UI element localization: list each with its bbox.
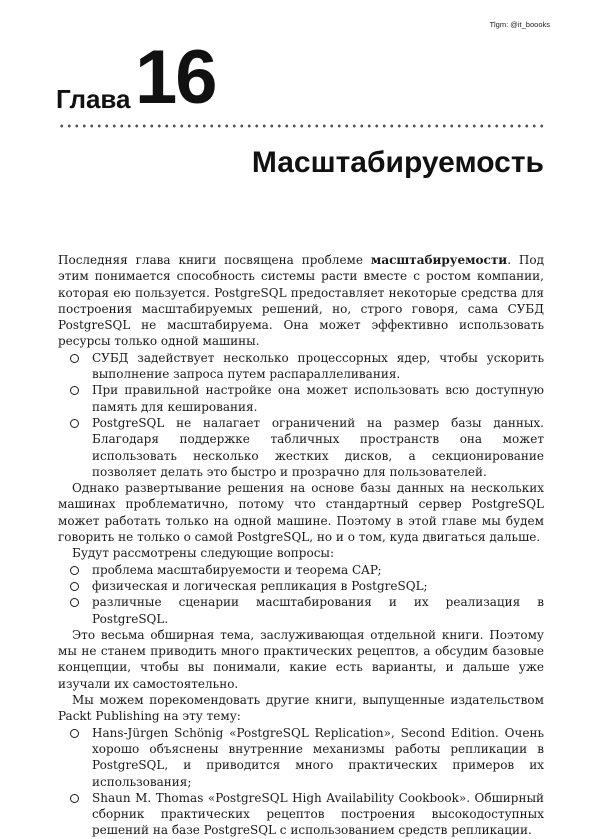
paragraph: Однако развертывание решения на основе базы данных на нескольких машинах проблематично, потому что стандартный сервер PostgreSQL может работать только на одной машине. Поэтому в этой главе мы будем говорить не только о самой PostgreSQL, но и о том, куда двигаться дальше. <box>58 481 544 545</box>
bullet-list-topics <box>58 562 544 627</box>
list-item <box>58 790 544 839</box>
body-text <box>58 252 544 839</box>
list-item-text: PostgreSQL не налагает ограничений на размер базы данных. Благодаря поддержке табличных пространств она может использовать несколько жестких дисков, а секционирование позволяет делать это быстро и прозрачно для пользователей. <box>92 415 544 479</box>
intro-bold-term: масштабируемости <box>370 253 508 267</box>
bullet-circle-icon <box>70 582 79 591</box>
intro-text-2: . Под этим понимается способность системы расти вместе с ростом компании, которая ею пользуется. PostgreSQL предоставляет некоторые средства для построения масштабируемых решений, но, строго говоря, сама СУБД PostgreSQL не масштабируема. Она может эффективно использовать ресурсы только одной машины. <box>58 253 544 349</box>
bullet-circle-icon <box>70 598 79 607</box>
intro-paragraph <box>58 252 544 350</box>
list-item-text: физическая и логическая репликация в PostgreSQL; <box>92 578 428 593</box>
bullet-circle-icon <box>70 794 79 803</box>
list-item <box>58 415 544 480</box>
paragraph: Мы можем порекомендовать другие книги, выпущенные издательством Packt Publishing на эту тему: <box>58 693 544 724</box>
bullet-list-books <box>58 725 544 839</box>
bullet-circle-icon <box>70 419 79 428</box>
intro-text-1: Последняя глава книги посвящена проблеме <box>58 253 371 267</box>
chapter-word: Глава <box>56 84 131 114</box>
list-item-text: СУБД задействует несколько процессорных ядер, чтобы ускорить выполнение запроса путем распараллеливания. <box>92 350 544 382</box>
bullet-circle-icon <box>70 566 79 575</box>
paragraph: Будут рассмотрены следующие вопросы: <box>72 546 335 561</box>
corner-note: Tlgm: @it_boooks <box>489 20 550 29</box>
bullet-circle-icon <box>70 386 79 395</box>
list-item <box>58 594 544 627</box>
list-item-text: проблема масштабируемости и теорема CAP; <box>92 562 382 577</box>
list-item <box>58 725 544 790</box>
list-item <box>58 578 544 594</box>
bullet-circle-icon <box>70 354 79 363</box>
list-item <box>58 382 544 415</box>
list-item <box>58 350 544 383</box>
chapter-title: Масштабируемость <box>251 146 544 179</box>
list-item-text: различные сценарии масштабирования и их реализация в PostgreSQL. <box>92 595 544 626</box>
list-item-text: Hans-Jürgen Schönig «PostgreSQL Replication», Second Edition. Очень хорошо объяснены внутренние механизмы работы репликации в PostgreSQL, и приводится много практических примеров их использования; <box>92 725 544 789</box>
list-item <box>58 562 544 578</box>
chapter-number: 16 <box>135 35 216 120</box>
list-item-text: При правильной настройке она может использовать всю доступную память для кеширования. <box>92 383 544 414</box>
dotted-divider <box>58 124 544 128</box>
bullet-circle-icon <box>70 729 79 738</box>
paragraph: Это весьма обширная тема, заслуживающая отдельной книги. Поэтому мы не станем приводить много практических рецептов, а обсудим базовые концепции, чтобы вы понимали, какие есть варианты, и дальше уже изучали их самостоятельно. <box>58 627 544 691</box>
bullet-list-features <box>58 350 544 480</box>
list-item-text: Shaun M. Thomas «PostgreSQL High Availability Cookbook». Обширный сборник практических рецептов построения высокодоступных решений на базе PostgreSQL с использованием средств репликации. <box>92 790 544 838</box>
